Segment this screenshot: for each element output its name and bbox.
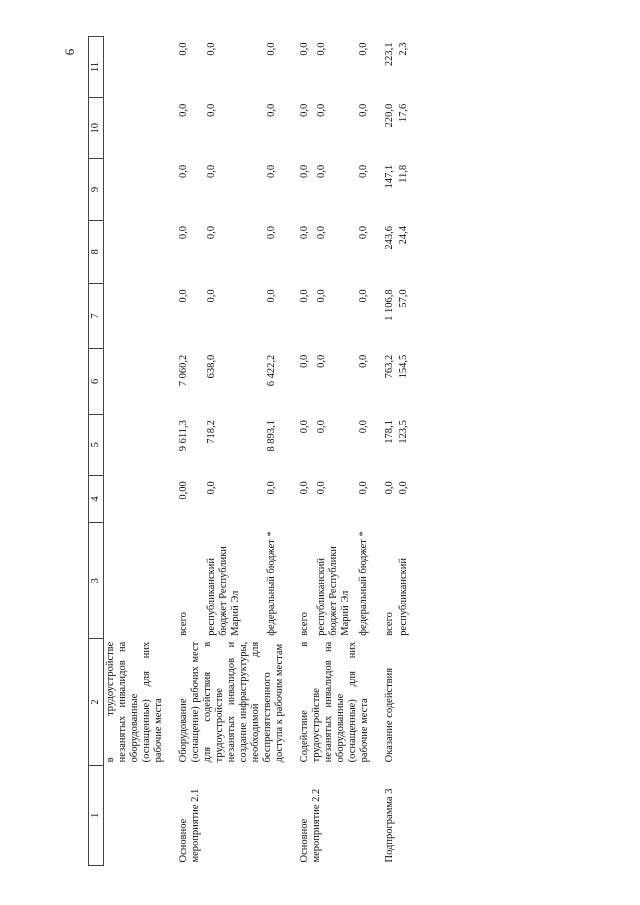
- col-header-4: 4: [89, 475, 104, 522]
- cell-col9: 0,0: [315, 164, 327, 178]
- header-row: [89, 37, 104, 866]
- cell-col7: 1 106,8: [384, 289, 395, 321]
- cell-col7: 0,0: [206, 289, 218, 303]
- cell-col10: 0,0: [299, 103, 310, 117]
- cell-col11: 0,0: [315, 42, 327, 56]
- cell-col7: 57,0: [398, 289, 409, 308]
- cell-col4: 0,00: [178, 481, 189, 500]
- cell-col6: 7 060,2: [178, 354, 189, 387]
- cell-col9: 0,0: [357, 164, 369, 178]
- table-row: [166, 37, 205, 866]
- row-code: Подпрограмма 3: [384, 788, 395, 863]
- cell-col7: 0,0: [315, 289, 327, 303]
- cell-col11: 0,0: [299, 42, 310, 56]
- row-source: республиканский бюджет Республики Марий Эл: [315, 546, 351, 636]
- cell-col11: 0,0: [206, 42, 218, 56]
- page-number: 6: [62, 48, 77, 56]
- budget-table-sheet: [88, 36, 566, 866]
- cell-col8: 0,0: [265, 226, 277, 240]
- cell-col9: 147,1: [384, 164, 395, 189]
- cell-col10: 0,0: [178, 103, 189, 117]
- cell-col4: 0,0: [315, 481, 327, 495]
- cell-col5: 0,0: [315, 420, 327, 434]
- cell-col5: 0,0: [357, 420, 369, 434]
- cell-col11: 0,0: [178, 42, 189, 56]
- row-name: Содействие в трудоустройстве незанятых инвалидов на оборудованные (оснащенные) для них рабочие места: [299, 641, 370, 763]
- row-source: федеральный бюджет *: [357, 531, 369, 636]
- col-header-11: 11: [89, 37, 104, 98]
- col-header-10: 10: [89, 98, 104, 159]
- col-header-5: 5: [89, 414, 104, 475]
- cell-col9: 0,0: [299, 164, 310, 178]
- cell-col4: 0,0: [384, 481, 395, 495]
- cell-col8: 243,6: [384, 226, 395, 250]
- cell-col4: 0,0: [206, 481, 218, 495]
- col-header-7: 7: [89, 283, 104, 348]
- table-row: [287, 37, 315, 866]
- row-name: Оборудование (оснащение) рабочих мест для содействия в трудоустройстве незанятых инвалидов и создание инфраструктуры, необходимой для беспрепятственного доступа к рабочим местам: [178, 641, 285, 763]
- budget-table: [88, 36, 411, 866]
- cell-col8: 0,0: [178, 226, 189, 240]
- row-source: федеральный бюджет *: [265, 531, 277, 636]
- cell-col5: 178,1: [384, 420, 395, 444]
- cell-col7: 0,0: [299, 289, 310, 303]
- col-header-1: 1: [89, 765, 104, 865]
- cell-col5: 123,5: [398, 420, 409, 444]
- cell-col8: 0,0: [315, 226, 327, 240]
- cell-col4: 0,0: [357, 481, 369, 495]
- col-header-2: 2: [89, 639, 104, 766]
- cell-col9: 0,0: [265, 164, 277, 178]
- cell-col9: 0,0: [206, 164, 218, 178]
- cell-col7: 0,0: [178, 289, 189, 303]
- cell-col4: 0,0: [398, 481, 409, 495]
- cell-col6: 0,0: [299, 354, 310, 368]
- table-row-continuation: [104, 37, 167, 866]
- row-code: Основное мероприятие 2.2: [299, 788, 322, 863]
- cell-col7: 0,0: [357, 289, 369, 303]
- cell-col10: 0,0: [357, 103, 369, 117]
- continued-name: в трудоустройстве незанятых инвалидов на оборудованные (оснащенные) для них рабочие места: [105, 641, 164, 763]
- row-source: всего: [178, 612, 189, 636]
- row-code: Основное мероприятие 2.1: [178, 788, 201, 863]
- cell-col9: 0,0: [178, 164, 189, 178]
- cell-col9: 11,8: [398, 164, 409, 183]
- col-header-3: 3: [89, 523, 104, 639]
- col-header-6: 6: [89, 349, 104, 414]
- cell-col7: 0,0: [265, 289, 277, 303]
- cell-col5: 0,0: [299, 420, 310, 434]
- cell-col10: 220,0: [384, 103, 395, 128]
- cell-col5: 9 611,3: [178, 420, 189, 452]
- row-name: Оказание содействия: [384, 667, 395, 763]
- cell-col6: 6 422,2: [265, 354, 277, 387]
- cell-col10: 0,0: [206, 103, 218, 117]
- col-header-8: 8: [89, 220, 104, 283]
- cell-col11: 0,0: [357, 42, 369, 56]
- cell-col6: 638,0: [206, 354, 218, 379]
- cell-col8: 0,0: [299, 226, 310, 240]
- col-header-9: 9: [89, 159, 104, 220]
- table-row: [372, 37, 397, 866]
- cell-col5: 8 893,1: [265, 420, 277, 452]
- row-source: республиканский: [398, 558, 409, 636]
- cell-col5: 718,2: [206, 420, 218, 444]
- cell-col6: 0,0: [315, 354, 327, 368]
- cell-col10: 17,6: [398, 103, 409, 123]
- cell-col4: 0,0: [265, 481, 277, 495]
- cell-col4: 0,0: [299, 481, 310, 495]
- cell-col11: 223,1: [384, 42, 395, 67]
- row-source: республиканский бюджет Республики Марий Эл: [206, 546, 242, 636]
- row-source: всего: [384, 612, 395, 636]
- cell-col8: 0,0: [357, 226, 369, 240]
- cell-col10: 0,0: [265, 103, 277, 117]
- cell-col11: 0,0: [265, 42, 277, 56]
- row-source: всего: [299, 612, 310, 636]
- cell-col8: 0,0: [206, 226, 218, 240]
- cell-col6: 0,0: [357, 354, 369, 368]
- cell-col6: 763,2: [384, 354, 395, 379]
- cell-col6: 154,5: [398, 354, 409, 379]
- cell-col8: 24,4: [398, 226, 409, 245]
- cell-col10: 0,0: [315, 103, 327, 117]
- cell-col11: 2,3: [398, 42, 409, 56]
